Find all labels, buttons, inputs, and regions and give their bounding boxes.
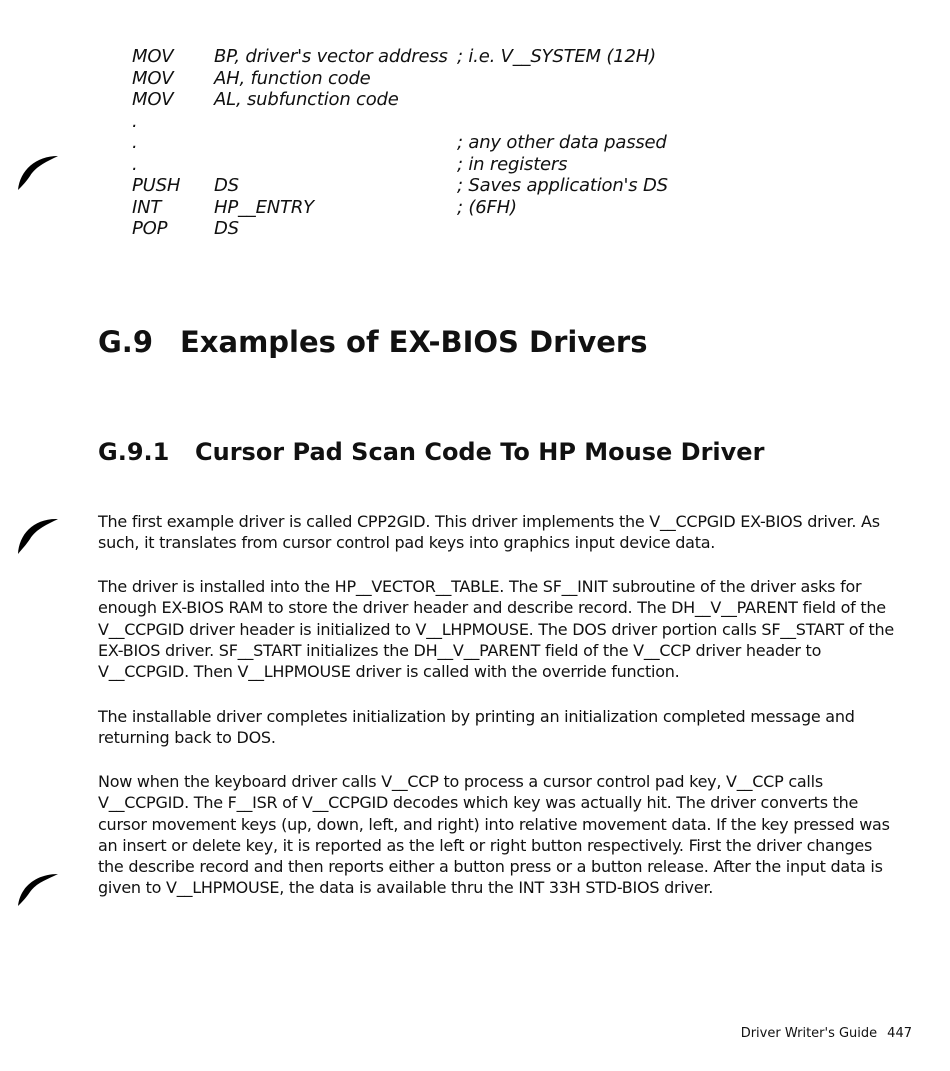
- code-arg: HP__ENTRY: [214, 196, 314, 218]
- code-comment: ; Saves application's DS: [457, 175, 668, 196]
- code-comment: ; in registers: [457, 153, 568, 175]
- section-heading: [98, 325, 647, 359]
- paragraph: The first example driver is called CPP2GID. This driver implements the V__CCPGID EX-BIOS driver. As such, it translates from cursor control pad keys into graphics input device data.: [98, 512, 880, 553]
- section-title: Examples of EX-BIOS Drivers: [180, 325, 648, 359]
- code-arg: AH, function code: [214, 67, 371, 89]
- subsection-heading: [98, 438, 764, 466]
- code-op: POP: [132, 218, 168, 239]
- margin-mark-icon: [16, 152, 60, 192]
- code-arg: DS: [214, 218, 239, 239]
- paragraph: The driver is installed into the HP__VECTOR__TABLE. The SF__INIT subroutine of the driver asks for enough EX-BIOS RAM to store the driver header and describe record. The DH__V__PARENT field of the V__CCPGID driver header is initialized to V__LHPMOUSE. The DOS driver portion calls SF__START of the EX-BIOS driver. SF__START initializes the DH__V__PARENT field of the V__CCP driver header to V__CCPGID. Then V__LHPMOUSE driver is called with the override function.: [98, 577, 894, 682]
- code-op: INT: [132, 196, 162, 218]
- section-number: G.9: [98, 325, 153, 359]
- code-arg: AL, subfunction code: [214, 89, 399, 110]
- code-comment: ; any other data passed: [457, 132, 667, 153]
- code-op: .: [132, 132, 138, 153]
- code-op: .: [132, 153, 138, 175]
- margin-mark-icon: [16, 870, 60, 908]
- code-op: MOV: [132, 89, 174, 110]
- code-op: MOV: [132, 46, 174, 67]
- subsection-title: Cursor Pad Scan Code To HP Mouse Driver: [195, 438, 765, 466]
- code-comment: ; (6FH): [457, 196, 517, 218]
- page-footer: [741, 1026, 912, 1041]
- code-op: .: [132, 110, 138, 132]
- code-op: MOV: [132, 67, 174, 89]
- subsection-number: G.9.1: [98, 438, 170, 466]
- paragraph: Now when the keyboard driver calls V__CCP to process a cursor control pad key, V__CCP calls V__CCPGID. The F__ISR of V__CCPGID decodes which key was actually hit. The driver converts the cursor movement keys (up, down, left, and right) into relative movement data. If the key pressed was an insert or delete key, it is reported as the left or right button respectively. First the driver changes the describe record and then reports either a button press or a button release. After the input data is given to V__LHPMOUSE, the data is available thru the INT 33H STD-BIOS driver.: [98, 772, 890, 898]
- code-arg: DS: [214, 175, 239, 196]
- code-arg: BP, driver's vector address: [214, 46, 448, 67]
- page-number: 447: [887, 1026, 912, 1041]
- code-comment: ; i.e. V__SYSTEM (12H): [457, 46, 656, 67]
- margin-mark-icon: [16, 514, 60, 556]
- code-op: PUSH: [132, 175, 181, 196]
- paragraph: The installable driver completes initialization by printing an initialization completed message and returning back to DOS.: [98, 707, 855, 748]
- footer-guide-title: Driver Writer's Guide: [740, 1026, 878, 1041]
